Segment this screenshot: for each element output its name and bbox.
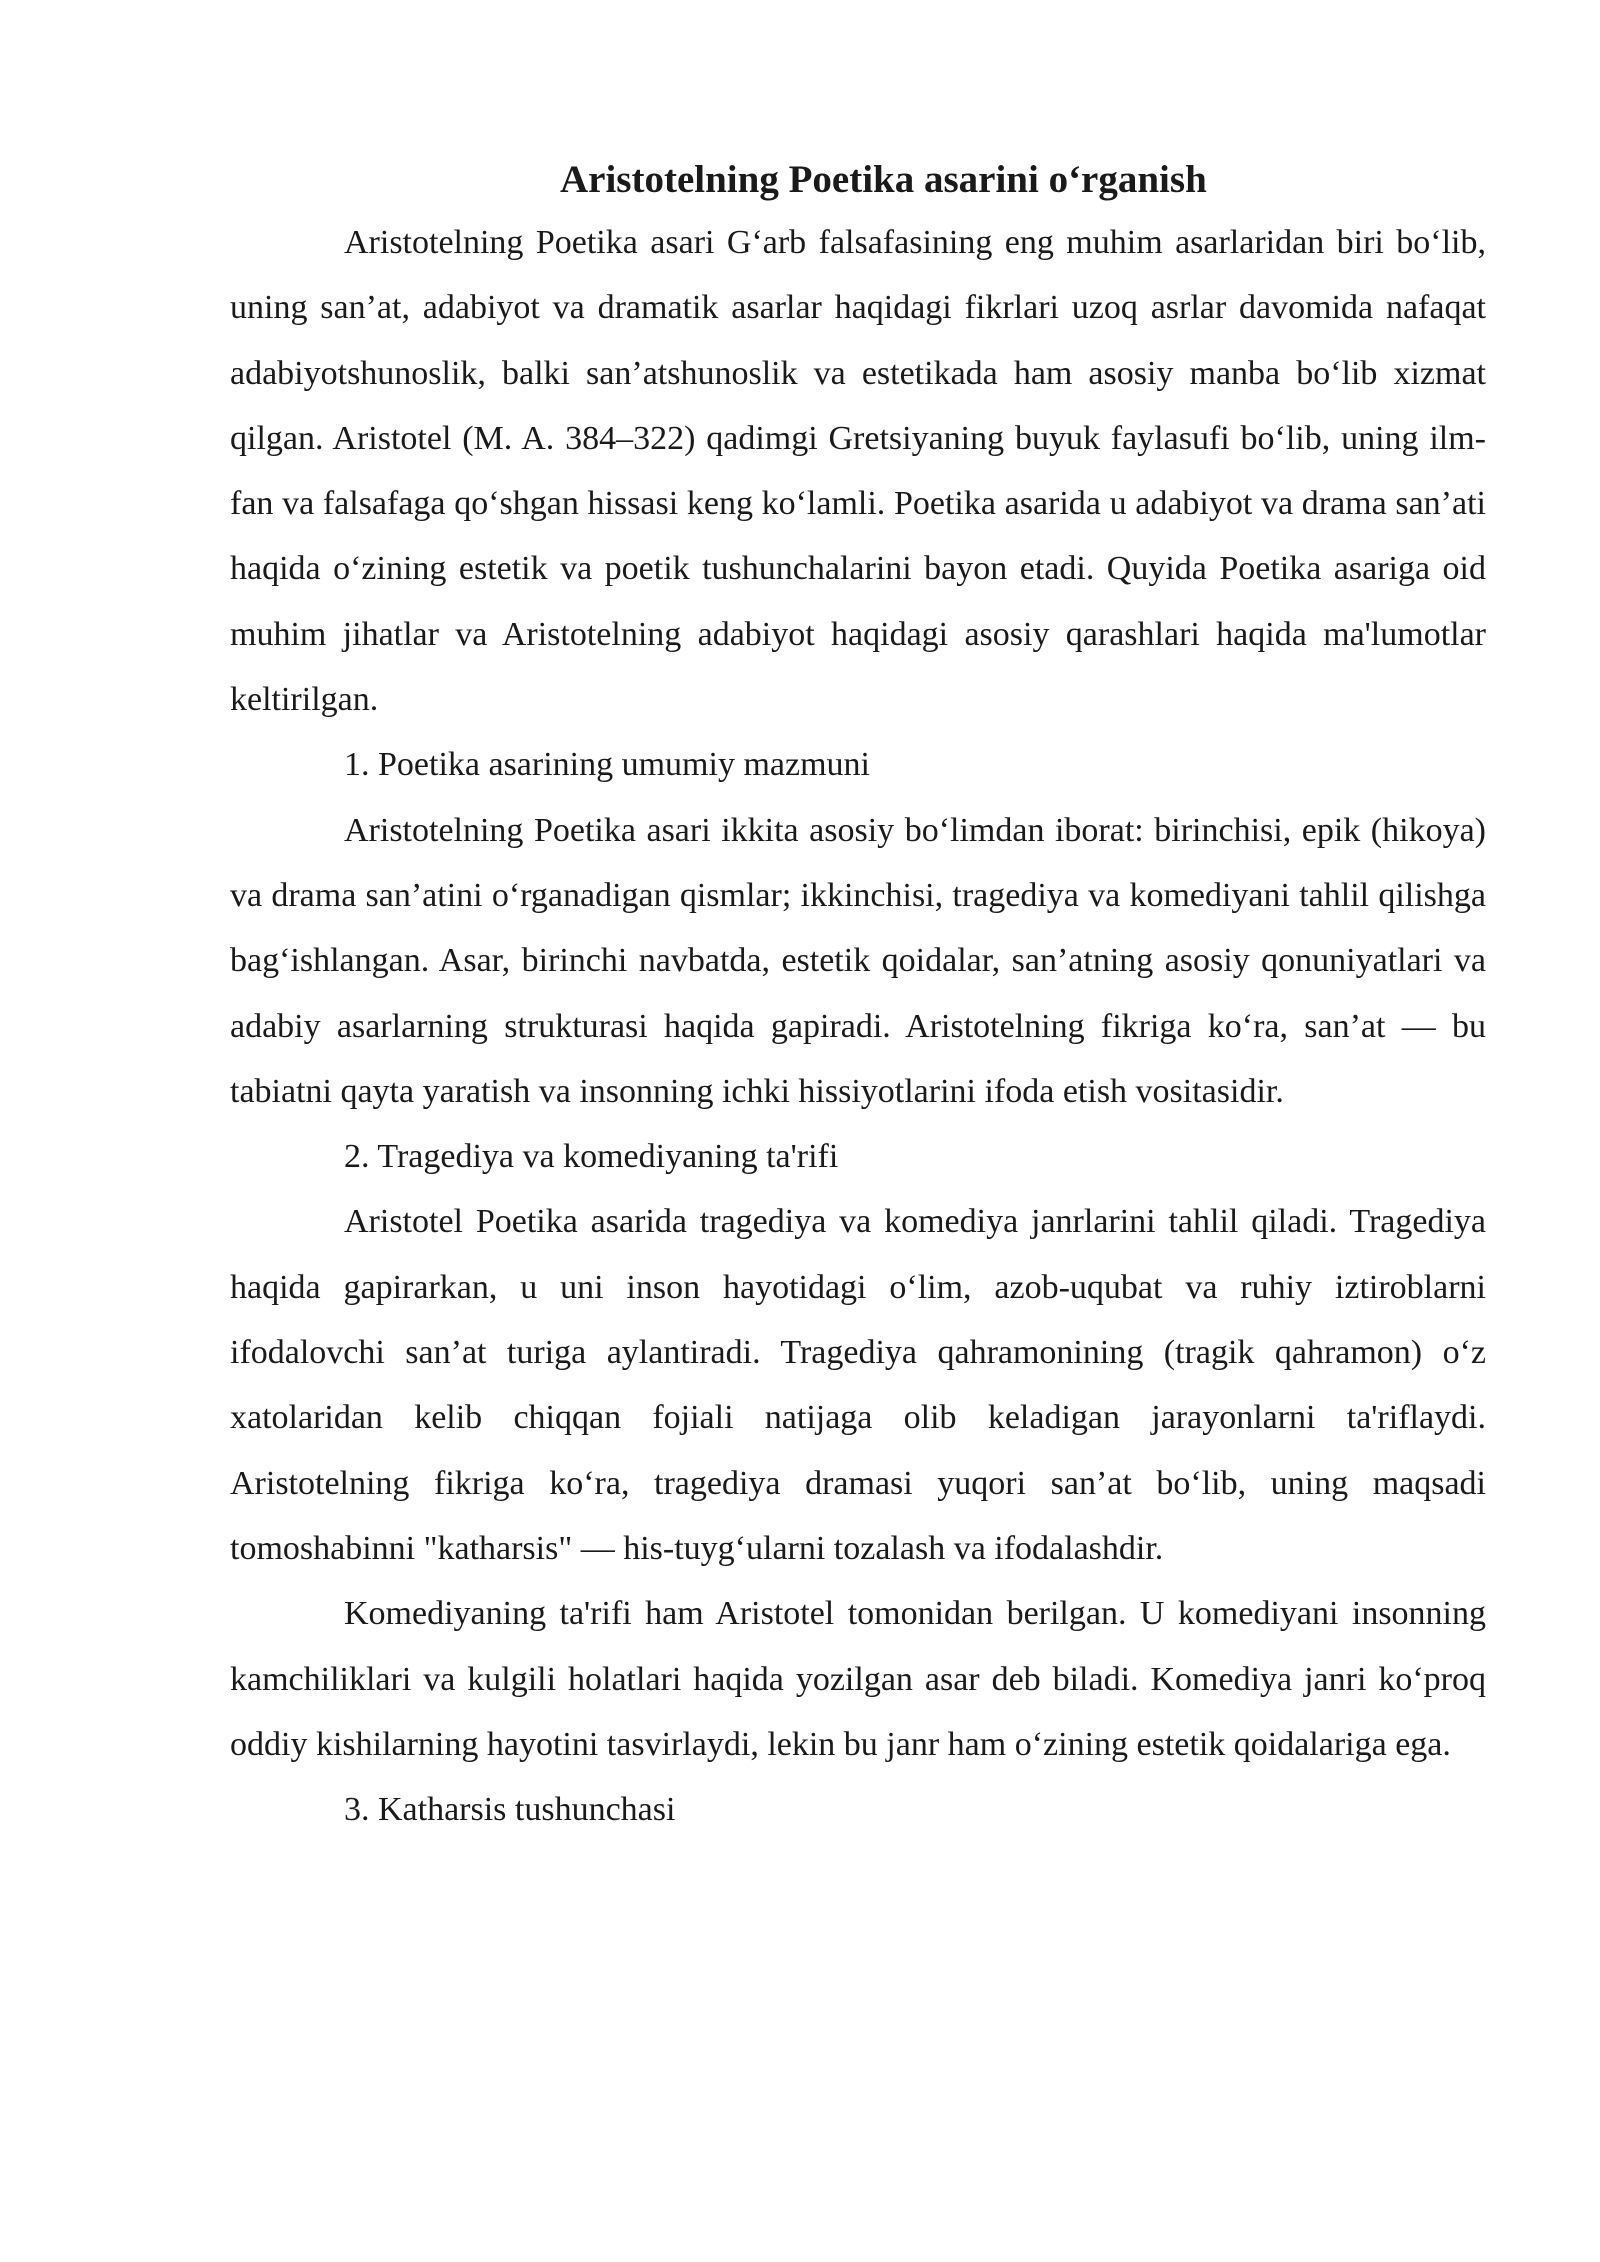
paragraph-comedy: Komediyaning ta'rifi ham Aristotel tomonidan berilgan. U komediyani insonning kamchiliklari va kulgili holatlari haqida yozilgan asar deb biladi. Komediya janri koʻproq oddiy kishilarning hayotini tasvirlaydi, lekin bu janr ham oʻzining estetik qoidalariga ega. <box>230 1595 1486 1763</box>
paragraph-intro: Aristotelning Poetika asari Gʻarb falsafasining eng muhim asarlaridan biri boʻlib, uning san’at, adabiyot va dramatik asarlar haqidagi fikrlari uzoq asrlar davomida nafaqat adabiyotshunoslik, balki san’atshunoslik va estetikada ham asosiy manba boʻlib xizmat qilgan. Aristotel (M. A. 384–322) qadimgi Gretsiyaning buyuk faylasufi boʻlib, uning ilm-fan va falsafaga qoʻshgan hissasi keng koʻlamli. Poetika asarida u adabiyot va drama san’ati haqida oʻzining estetik va poetik tushunchalarini bayon etadi. Quyida Poetika asariga oid muhim jihatlar va Aristotelning adabiyot haqidagi asosiy qarashlari haqida ma'lumotlar keltirilgan. <box>230 224 1486 719</box>
section-heading-3: 3. Katharsis tushunchasi <box>344 1791 676 1829</box>
section-heading-2: 2. Tragediya va komediyaning ta'rifi <box>344 1138 839 1176</box>
document-title: Aristotelning Poetika asarini oʻrganish <box>560 158 1207 201</box>
document-page <box>230 150 1486 1842</box>
section-heading-1: 1. Poetika asarining umumiy mazmuni <box>344 746 870 784</box>
paragraph-general-content: Aristotelning Poetika asari ikkita asosiy boʻlimdan iborat: birinchisi, epik (hikoya) va drama san’atini oʻrganadigan qismlar; ikkinchisi, tragediya va komediyani tahlil qilishga bagʻishlangan. Asar, birinchi navbatda, estetik qoidalar, san’atning asosiy qonuniyatlari va adabiy asarlarning strukturasi haqida gapiradi. Aristotelning fikriga koʻra, san’at — bu tabiatni qayta yaratish va insonning ichki hissiyotlarini ifoda etish vositasidir. <box>230 811 1486 1110</box>
paragraph-tragedy: Aristotel Poetika asarida tragediya va komediya janrlarini tahlil qiladi. Tragediya haqida gapirarkan, u uni inson hayotidagi oʻlim, azob-uqubat va ruhiy iztiroblarni ifodalovchi san’at turiga aylantiradi. Tragediya qahramonining (tragik qahramon) oʻz xatolaridan kelib chiqqan fojiali natijaga olib keladigan jarayonlarni ta'riflaydi. Aristotelning fikriga koʻra, tragediya dramasi yuqori san’at boʻlib, uning maqsadi tomoshabinni "katharsis" — his-tuygʻularni tozalash va ifodalashdir. <box>230 1203 1486 1567</box>
